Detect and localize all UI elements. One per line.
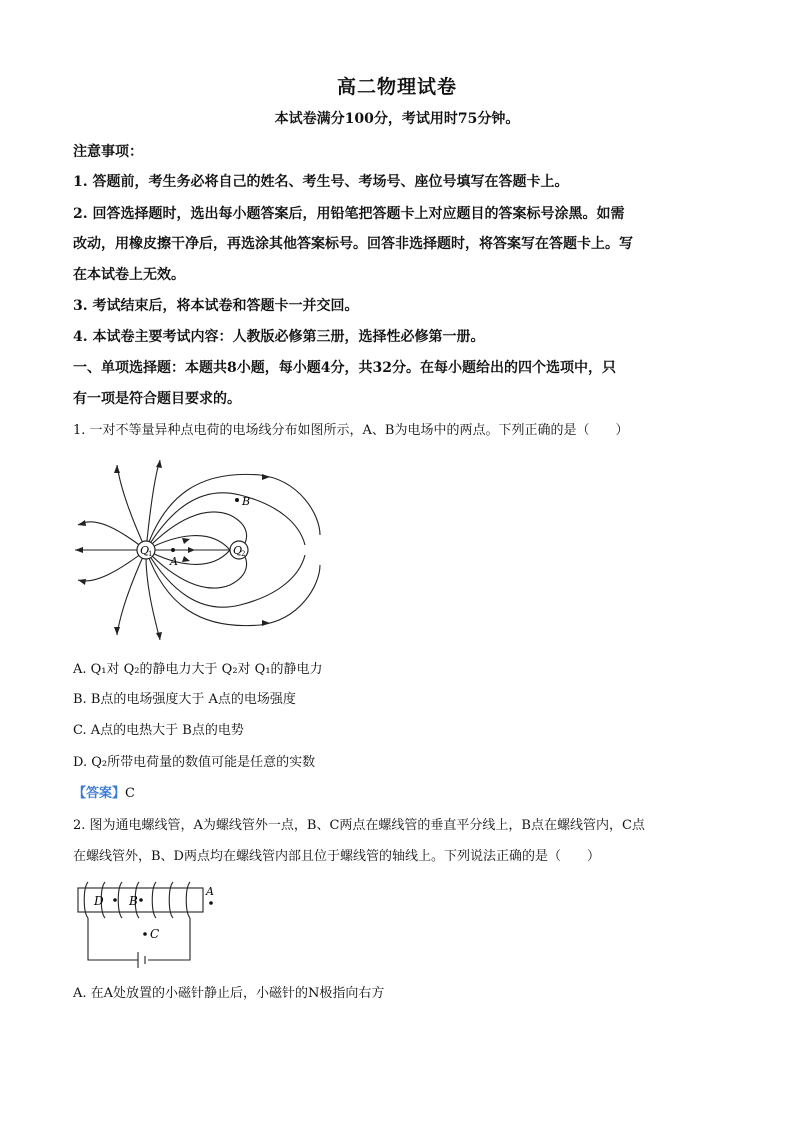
electric-field-diagram <box>70 455 330 645</box>
question-2-option-a: A. 在A处放置的小磁针静止后，小磁针的N极指向右方 <box>73 986 385 1001</box>
q2-label: Q <box>233 544 243 557</box>
question-2-stem-line-1: 2. 图为通电螺线管，A为螺线管外一点，B、C两点在螺线管的垂直平分线上，B点在螺线管内，C点 <box>73 818 645 833</box>
question-1-answer <box>73 784 723 804</box>
answer-tag: 【答案】 <box>73 786 126 801</box>
notice-item-2-line-2: 改动，用橡皮擦干净后，再选涂其他答案标号。回答非选择题时，将答案写在答题卡上。写 <box>73 236 633 252</box>
question-1-option-b: B. B点的电场强度大于 A点的电场强度 <box>73 692 296 707</box>
answer-value: C <box>125 786 135 801</box>
point-b-label: B <box>242 495 251 508</box>
page-title: 高二物理试卷 <box>336 76 457 98</box>
solenoid-diagram <box>73 878 223 968</box>
question-1-stem: 1. 一对不等量异种点电荷的电场线分布如图所示，A、B为电场中的两点。下列正确的是（ ） <box>73 423 629 438</box>
point-c-label: C <box>150 927 160 941</box>
question-1-option-c: C. A点的电热大于 B点的电势 <box>73 723 244 738</box>
question-2-stem-line-2: 在螺线管外，B、D两点均在螺线管内部且位于螺线管的轴线上。下列说法正确的是（ ） <box>73 849 600 864</box>
q1-label-sub: 1 <box>148 550 153 558</box>
notice-item-4: 4. 本试卷主要考试内容：人教版必修第三册，选择性必修第一册。 <box>73 329 485 345</box>
notice-item-2-line-1: 2. 回答选择题时，选出每小题答案后，用铅笔把答题卡上对应题目的答案标号涂黑。如需 <box>73 206 625 222</box>
q1-label: Q <box>140 544 150 557</box>
point-a-label: A <box>206 885 214 898</box>
notice-item-2-line-3: 在本试卷上无效。 <box>73 267 185 283</box>
notice-heading: 注意事项： <box>73 144 143 160</box>
question-1-option-a: A. Q₁对 Q₂的静电力大于 Q₂对 Q₁的静电力 <box>73 662 323 677</box>
point-a-label: A <box>170 555 178 568</box>
notice-item-3: 3. 考试结束后，将本试卷和答题卡一并交回。 <box>73 298 359 314</box>
point-b-label: B <box>129 894 138 908</box>
q2-label-sub: 2 <box>241 550 246 558</box>
exam-info: 本试卷满分100分，考试用时75分钟。 <box>274 111 520 127</box>
section-heading-line-1: 一、单项选择题：本题共8小题，每小题4分，共32分。在每小题给出的四个选项中，只 <box>73 360 616 376</box>
notice-item-1: 1. 答题前，考生务必将自己的姓名、考生号、考场号、座位号填写在答题卡上。 <box>73 174 569 190</box>
question-1-option-d: D. Q₂所带电荷量的数值可能是任意的实数 <box>73 755 316 770</box>
point-d-label: D <box>94 894 104 908</box>
section-heading-line-2: 有一项是符合题目要求的。 <box>73 391 241 407</box>
